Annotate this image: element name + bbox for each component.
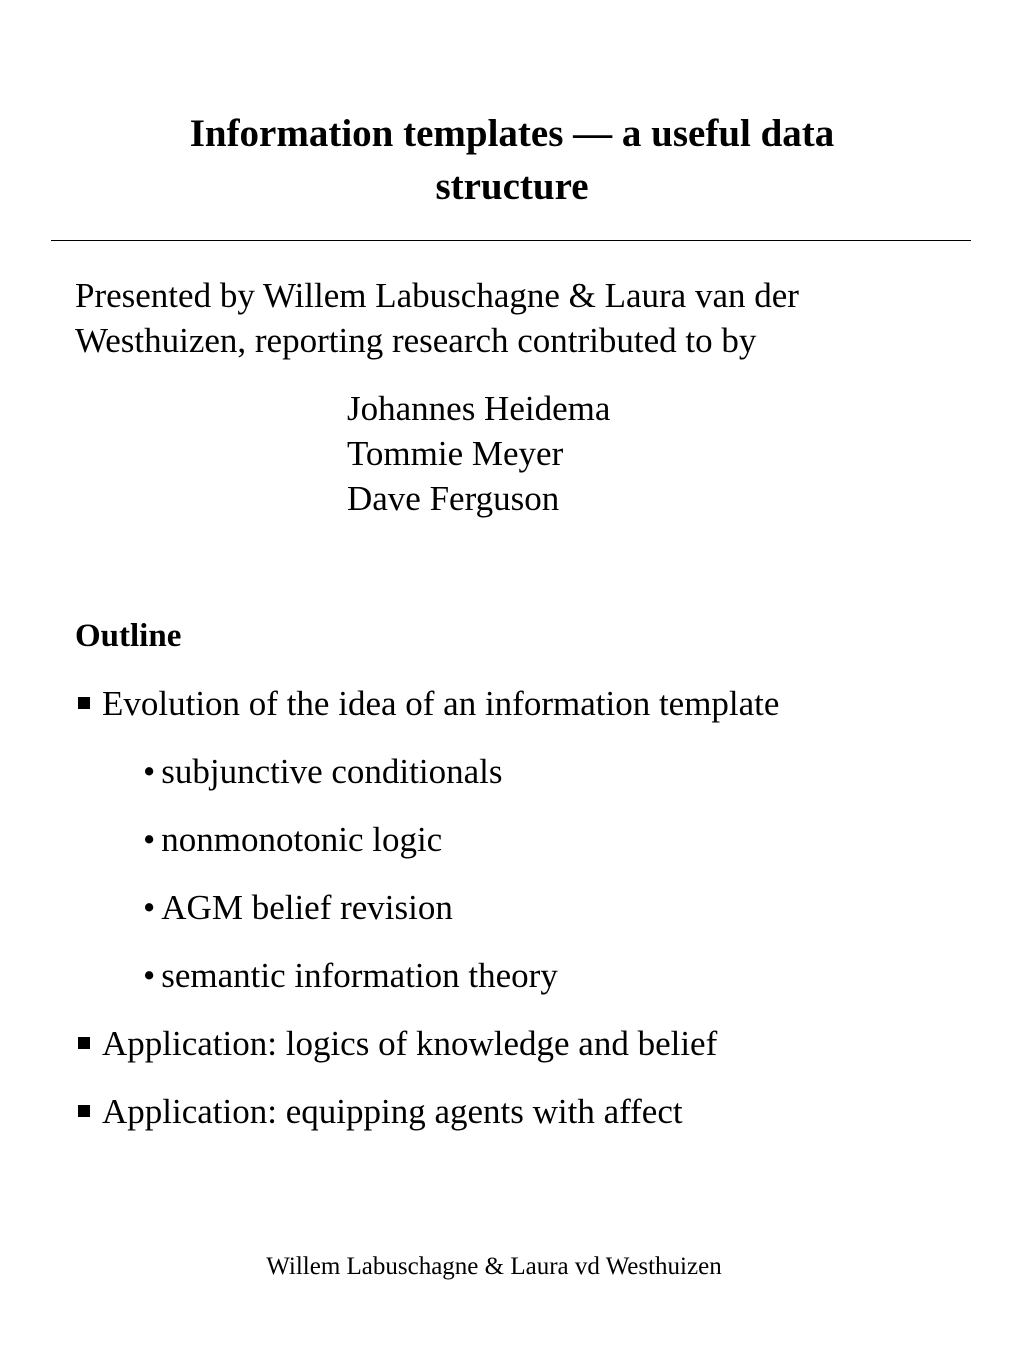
outline-list (75, 681, 779, 1157)
outline-subitem (75, 749, 779, 817)
outline-subitem-text: nonmonotonic logic (161, 820, 443, 859)
presenters-text (75, 273, 955, 363)
outline-item-text: Evolution of the idea of an information template (102, 684, 780, 723)
dot-bullet-icon: • (143, 888, 156, 927)
outline-item (75, 1089, 779, 1157)
outline-item-text: Application: logics of knowledge and belief (102, 1024, 718, 1063)
slide-title-line-1: Information templates — a useful data (189, 112, 835, 155)
outline-subitem (75, 953, 779, 1021)
outline-subitem (75, 817, 779, 885)
square-bullet-icon (78, 1105, 90, 1117)
square-bullet-icon (78, 1037, 90, 1049)
slide-title (0, 107, 1024, 213)
presenters-line-2: Westhuizen, reporting research contributed to by (75, 321, 757, 360)
outline-subitem-text: semantic information theory (161, 956, 558, 995)
contributor-name: Dave Ferguson (347, 479, 560, 518)
contributors-list (347, 386, 610, 521)
slide-footer: Willem Labuschagne & Laura vd Westhuizen (266, 1253, 722, 1280)
outline-heading: Outline (75, 618, 182, 654)
contributor-name: Johannes Heidema (347, 389, 611, 428)
slide-title-line-2: structure (435, 165, 589, 208)
outline-subitem-text: AGM belief revision (161, 888, 453, 927)
dot-bullet-icon: • (143, 820, 156, 859)
presenters-line-1: Presented by Willem Labuschagne & Laura van der (75, 276, 799, 315)
dot-bullet-icon: • (143, 752, 156, 791)
square-bullet-icon (78, 697, 90, 709)
outline-item (75, 681, 779, 749)
outline-item-text: Application: equipping agents with affect (102, 1092, 683, 1131)
dot-bullet-icon: • (143, 956, 156, 995)
outline-subitem-text: subjunctive conditionals (161, 752, 503, 791)
contributor-name: Tommie Meyer (347, 434, 564, 473)
outline-subitem (75, 885, 779, 953)
outline-item (75, 1021, 779, 1089)
title-divider (51, 240, 971, 241)
